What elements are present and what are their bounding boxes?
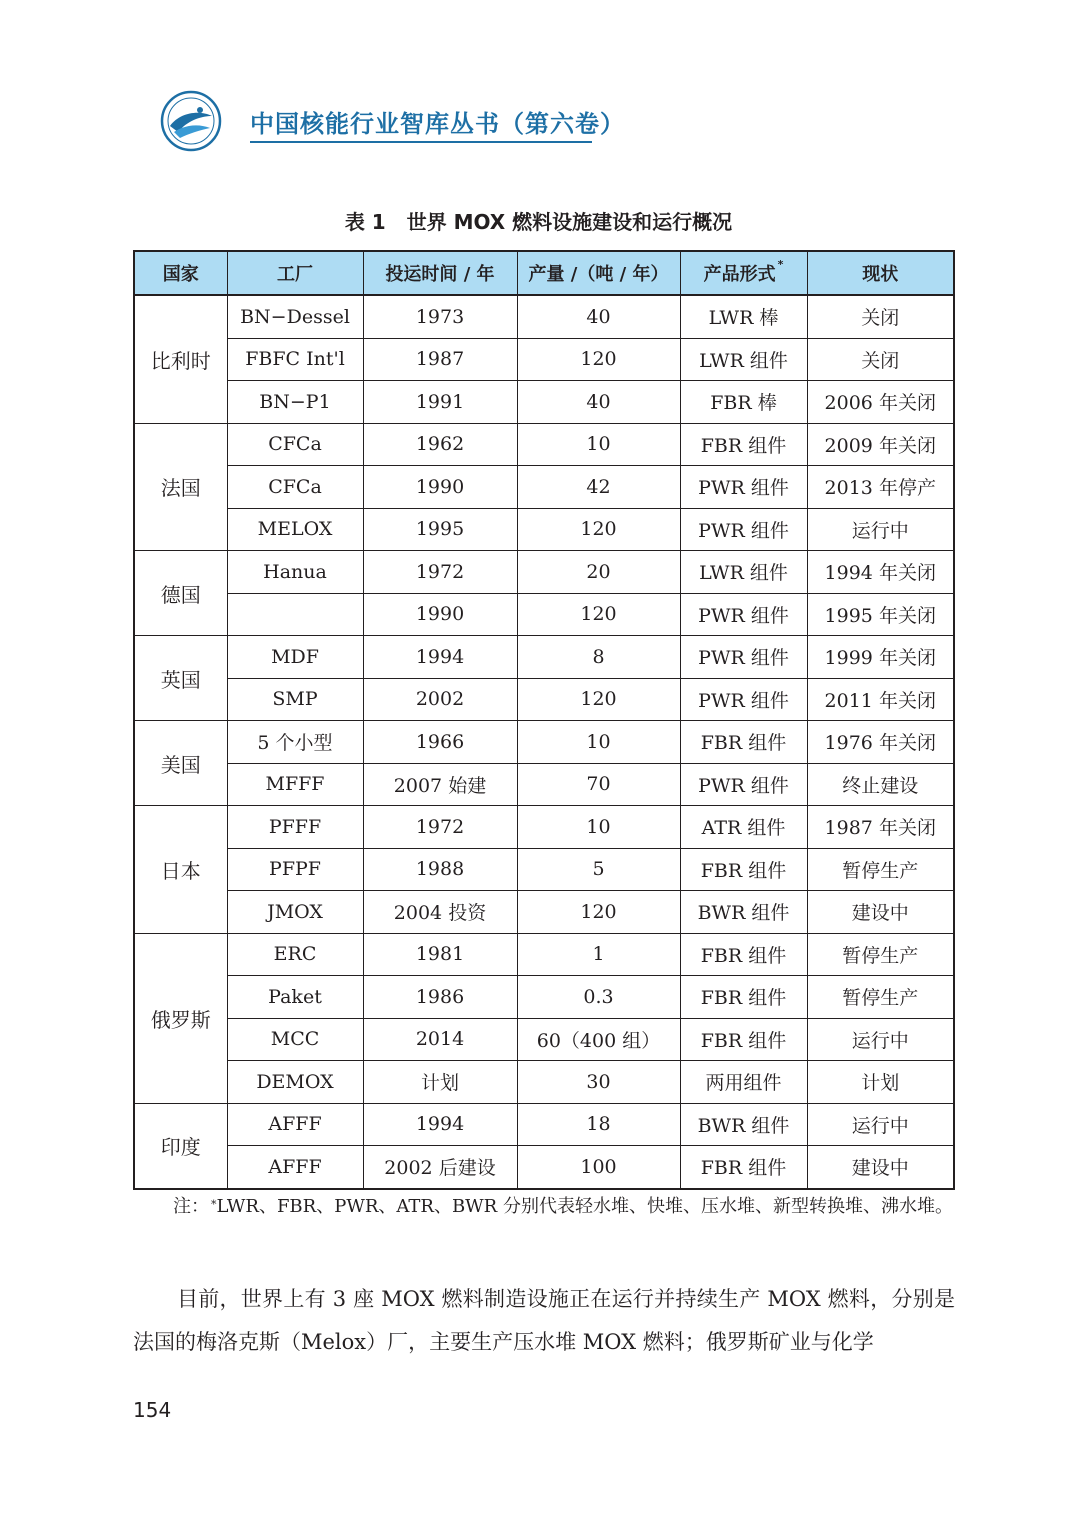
cell-status: 建设中 <box>807 1146 954 1189</box>
cell-form: FBR 组件 <box>680 1018 807 1061</box>
body-paragraph: 目前，世界上有 3 座 MOX 燃料制造设施正在运行并持续生产 MOX 燃料，分别是法国的梅洛克斯（Melox）厂，主要生产压水堆 MOX 燃料；俄罗斯矿业与化学 <box>133 1287 955 1354</box>
cell-capacity: 40 <box>517 295 680 338</box>
cell-capacity: 30 <box>517 1061 680 1104</box>
cell-form: LWR 组件 <box>680 551 807 594</box>
table-caption: 表 1 世界 MOX 燃料设施建设和运行概况 <box>344 210 733 234</box>
table-note <box>133 1192 963 1222</box>
column-header-country: 国家 <box>134 251 227 295</box>
cell-country: 俄罗斯 <box>134 933 227 1103</box>
cell-year: 1966 <box>363 721 517 764</box>
cell-capacity: 10 <box>517 721 680 764</box>
table-row <box>134 1103 954 1146</box>
page-number: 154 <box>133 1398 172 1422</box>
cell-form: FBR 棒 <box>680 381 807 424</box>
cell-form: PWR 组件 <box>680 678 807 721</box>
table-row <box>134 381 954 424</box>
column-header-form-label: 产品形式 <box>703 264 776 285</box>
cell-status: 1976 年关闭 <box>807 721 954 764</box>
cell-plant: SMP <box>227 678 363 721</box>
table-row <box>134 466 954 509</box>
cnea-logo <box>160 90 222 152</box>
cell-status: 暂停生产 <box>807 933 954 976</box>
table-row <box>134 721 954 764</box>
cell-form: PWR 组件 <box>680 593 807 636</box>
cell-status: 1994 年关闭 <box>807 551 954 594</box>
cell-year: 1995 <box>363 508 517 551</box>
cell-status: 运行中 <box>807 1103 954 1146</box>
cell-plant: CFCa <box>227 466 363 509</box>
cell-status: 1995 年关闭 <box>807 593 954 636</box>
cell-status: 终止建设 <box>807 763 954 806</box>
table-row <box>134 1061 954 1104</box>
cell-capacity: 42 <box>517 466 680 509</box>
cell-country: 美国 <box>134 721 227 806</box>
table-row <box>134 848 954 891</box>
cell-form: FBR 组件 <box>680 423 807 466</box>
table-row <box>134 636 954 679</box>
cell-year: 1986 <box>363 976 517 1019</box>
footnote-mark: * <box>777 258 784 271</box>
table-row <box>134 806 954 849</box>
cell-status: 建设中 <box>807 891 954 934</box>
cell-status: 关闭 <box>807 338 954 381</box>
cell-capacity: 60（400 组） <box>517 1018 680 1061</box>
cell-status: 计划 <box>807 1061 954 1104</box>
cell-capacity: 120 <box>517 593 680 636</box>
cell-capacity: 120 <box>517 891 680 934</box>
cell-year: 2004 投资 <box>363 891 517 934</box>
cell-capacity: 1 <box>517 933 680 976</box>
cell-year: 1991 <box>363 381 517 424</box>
cell-form: FBR 组件 <box>680 976 807 1019</box>
cell-year: 1981 <box>363 933 517 976</box>
cell-capacity: 120 <box>517 508 680 551</box>
cell-capacity: 8 <box>517 636 680 679</box>
cell-plant: PFPF <box>227 848 363 891</box>
cell-plant: JMOX <box>227 891 363 934</box>
cell-capacity: 20 <box>517 551 680 594</box>
cell-plant: MDF <box>227 636 363 679</box>
table-row <box>134 678 954 721</box>
cell-plant: CFCa <box>227 423 363 466</box>
cell-status: 暂停生产 <box>807 848 954 891</box>
cell-year: 2002 <box>363 678 517 721</box>
cell-year: 1972 <box>363 551 517 594</box>
table-body <box>134 295 954 1189</box>
cell-form: PWR 组件 <box>680 508 807 551</box>
cell-year: 1973 <box>363 295 517 338</box>
table-row <box>134 891 954 934</box>
cell-form: ATR 组件 <box>680 806 807 849</box>
cell-plant: PFFF <box>227 806 363 849</box>
table-row <box>134 976 954 1019</box>
cell-form: FBR 组件 <box>680 933 807 976</box>
cell-year: 1988 <box>363 848 517 891</box>
note-footnote-mark: * <box>211 1198 217 1211</box>
cell-capacity: 120 <box>517 678 680 721</box>
cell-status: 运行中 <box>807 1018 954 1061</box>
cell-plant: BN−P1 <box>227 381 363 424</box>
cell-form: BWR 组件 <box>680 891 807 934</box>
cell-year: 1990 <box>363 466 517 509</box>
cell-year: 1987 <box>363 338 517 381</box>
table-row <box>134 933 954 976</box>
cell-form: PWR 组件 <box>680 466 807 509</box>
cell-country: 德国 <box>134 551 227 636</box>
cell-capacity: 100 <box>517 1146 680 1189</box>
column-header-capacity: 产量 /（吨 / 年） <box>517 251 680 295</box>
cell-status: 2011 年关闭 <box>807 678 954 721</box>
cell-country: 印度 <box>134 1103 227 1189</box>
table-row <box>134 593 954 636</box>
cell-form: BWR 组件 <box>680 1103 807 1146</box>
cell-plant: 5 个小型 <box>227 721 363 764</box>
table-row <box>134 551 954 594</box>
cell-capacity: 40 <box>517 381 680 424</box>
note-prefix: 注： <box>173 1196 209 1217</box>
cell-form: PWR 组件 <box>680 763 807 806</box>
cell-form: 两用组件 <box>680 1061 807 1104</box>
cell-year: 2002 后建设 <box>363 1146 517 1189</box>
table-row <box>134 295 954 338</box>
cell-year: 1962 <box>363 423 517 466</box>
cell-form: FBR 组件 <box>680 848 807 891</box>
cell-status: 2006 年关闭 <box>807 381 954 424</box>
cell-status: 2009 年关闭 <box>807 423 954 466</box>
cell-plant: Hanua <box>227 551 363 594</box>
cell-plant: AFFF <box>227 1146 363 1189</box>
cell-form: FBR 组件 <box>680 721 807 764</box>
cell-plant: MFFF <box>227 763 363 806</box>
table-row <box>134 1146 954 1189</box>
cell-country: 比利时 <box>134 295 227 423</box>
column-header-year: 投运时间 / 年 <box>363 251 517 295</box>
cell-capacity: 18 <box>517 1103 680 1146</box>
column-header-form <box>680 251 807 295</box>
cell-plant: Paket <box>227 976 363 1019</box>
table-row <box>134 338 954 381</box>
cell-plant: DEMOX <box>227 1061 363 1104</box>
table-header-row <box>134 251 954 295</box>
cell-year: 2014 <box>363 1018 517 1061</box>
cell-form: FBR 组件 <box>680 1146 807 1189</box>
cell-year: 1990 <box>363 593 517 636</box>
table-row <box>134 508 954 551</box>
cell-status: 运行中 <box>807 508 954 551</box>
cell-status: 1999 年关闭 <box>807 636 954 679</box>
cell-capacity: 0.3 <box>517 976 680 1019</box>
cell-country: 法国 <box>134 423 227 551</box>
cell-year: 1994 <box>363 636 517 679</box>
cell-capacity: 10 <box>517 806 680 849</box>
cell-plant <box>227 593 363 636</box>
series-title: 中国核能行业智库丛书（第六卷） <box>250 109 625 138</box>
cell-status: 暂停生产 <box>807 976 954 1019</box>
column-header-status: 现状 <box>807 251 954 295</box>
cell-form: LWR 组件 <box>680 338 807 381</box>
cell-capacity: 70 <box>517 763 680 806</box>
table-row <box>134 423 954 466</box>
cell-year: 计划 <box>363 1061 517 1104</box>
cell-plant: FBFC Int'l <box>227 338 363 381</box>
cell-status: 1987 年关闭 <box>807 806 954 849</box>
cell-country: 日本 <box>134 806 227 934</box>
cell-plant: MCC <box>227 1018 363 1061</box>
cell-capacity: 5 <box>517 848 680 891</box>
table-row <box>134 1018 954 1061</box>
cell-status: 2013 年停产 <box>807 466 954 509</box>
cell-year: 1994 <box>363 1103 517 1146</box>
cell-form: LWR 棒 <box>680 295 807 338</box>
table-row <box>134 763 954 806</box>
cell-form: PWR 组件 <box>680 636 807 679</box>
note-text: LWR、FBR、PWR、ATR、BWR 分别代表轻水堆、快堆、压水堆、新型转换堆、沸水堆。 <box>216 1196 953 1217</box>
cell-capacity: 120 <box>517 338 680 381</box>
cell-status: 关闭 <box>807 295 954 338</box>
cell-year: 1972 <box>363 806 517 849</box>
cell-country: 英国 <box>134 636 227 721</box>
cell-plant: ERC <box>227 933 363 976</box>
column-header-plant: 工厂 <box>227 251 363 295</box>
cell-plant: MELOX <box>227 508 363 551</box>
cell-year: 2007 始建 <box>363 763 517 806</box>
cell-capacity: 10 <box>517 423 680 466</box>
header-rule <box>250 141 592 143</box>
mox-facilities-table <box>133 250 955 1190</box>
cell-plant: AFFF <box>227 1103 363 1146</box>
cell-plant: BN−Dessel <box>227 295 363 338</box>
